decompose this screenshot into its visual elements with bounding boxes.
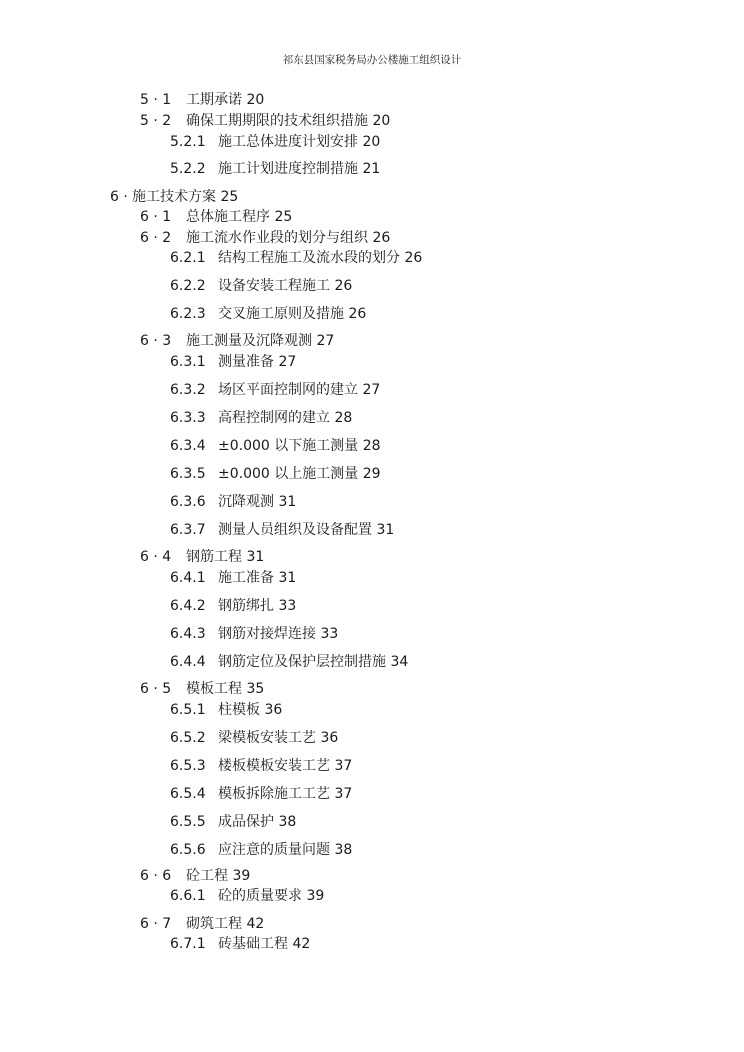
toc-entry[interactable] (170, 841, 352, 859)
toc-title: 施工测量及沉降观测 27 (186, 333, 335, 349)
toc-title: 结构工程施工及流水段的划分 26 (218, 250, 423, 266)
toc-entry[interactable] (140, 229, 390, 247)
toc-title: 场区平面控制网的建立 27 (218, 382, 381, 398)
toc-title: 钢筋定位及保护层控制措施 34 (218, 654, 409, 670)
toc-number: 6.2.2 (170, 278, 206, 294)
toc-entry[interactable] (110, 188, 238, 206)
toc-number: 5.2.2 (170, 161, 206, 177)
toc-title: 设备安装工程施工 26 (218, 278, 353, 294)
toc-entry[interactable] (170, 757, 352, 775)
toc-number: 6.4.3 (170, 626, 206, 642)
toc-title: 楼板模板安装工艺 37 (218, 758, 353, 774)
toc-number: 6.4.2 (170, 598, 206, 614)
toc-number: 6.5.2 (170, 730, 206, 746)
toc-entry[interactable] (170, 701, 282, 719)
toc-title: ±0.000 以上施工测量 29 (218, 466, 381, 482)
toc-entry[interactable] (170, 160, 380, 178)
toc-entry[interactable] (140, 867, 250, 885)
toc-number: 6 · (110, 189, 128, 205)
toc-title: 交叉施工原则及措施 26 (218, 306, 367, 322)
toc-title: 应注意的质量问题 38 (218, 842, 353, 858)
toc-title: 钢筋对接焊连接 33 (218, 626, 339, 642)
toc-entry[interactable] (170, 935, 310, 953)
toc-number: 6 · 7 (140, 916, 172, 932)
toc-title: 模板工程 35 (186, 681, 265, 697)
toc-number: 6 · 5 (140, 681, 172, 697)
toc-number: 6.6.1 (170, 888, 206, 904)
toc-entry[interactable] (170, 625, 338, 643)
toc-entry[interactable] (170, 887, 324, 905)
toc-number: 6.3.3 (170, 410, 206, 426)
toc-number: 6 · 6 (140, 868, 172, 884)
toc-entry[interactable] (170, 465, 381, 483)
toc-entry[interactable] (170, 813, 296, 831)
toc-entry[interactable] (170, 249, 422, 267)
toc-title: 测量人员组织及设备配置 31 (218, 522, 395, 538)
toc-title: 砖基础工程 42 (218, 936, 311, 952)
toc-title: 高程控制网的建立 28 (218, 410, 353, 426)
toc-number: 6.4.1 (170, 570, 206, 586)
toc-entry[interactable] (170, 785, 352, 803)
toc-number: 6.5.5 (170, 814, 206, 830)
toc-entry[interactable] (170, 597, 296, 615)
toc-title: 施工技术方案 25 (132, 189, 239, 205)
toc-entry[interactable] (140, 91, 264, 109)
toc-number: 6.2.1 (170, 250, 206, 266)
toc-title: 砌筑工程 42 (186, 916, 265, 932)
toc-entry[interactable] (170, 729, 338, 747)
toc-entry[interactable] (140, 915, 264, 933)
toc-title: 砼的质量要求 39 (218, 888, 325, 904)
page-header: 祁东县国家税务局办公楼施工组织设计 (282, 54, 462, 66)
toc-title: 施工总体进度计划安排 20 (218, 134, 381, 150)
toc-title: 测量准备 27 (218, 354, 297, 370)
toc-entry[interactable] (170, 653, 408, 671)
toc-title: 施工流水作业段的划分与组织 26 (186, 230, 391, 246)
toc-entry[interactable] (140, 208, 292, 226)
toc-entry[interactable] (140, 112, 390, 130)
toc-entry[interactable] (170, 305, 366, 323)
toc-number: 6 · 2 (140, 230, 172, 246)
toc-number: 6 · 1 (140, 209, 172, 225)
toc-title: ±0.000 以下施工测量 28 (218, 438, 381, 454)
toc-entry[interactable] (140, 332, 334, 350)
toc-number: 6.2.3 (170, 306, 206, 322)
toc-number: 6.3.2 (170, 382, 206, 398)
toc-number: 5.2.1 (170, 134, 206, 150)
toc-title: 沉降观测 31 (218, 494, 297, 510)
toc-entry[interactable] (170, 133, 380, 151)
toc-title: 施工准备 31 (218, 570, 297, 586)
toc-number: 6.7.1 (170, 936, 206, 952)
toc-number: 6.3.6 (170, 494, 206, 510)
toc-title: 工期承诺 20 (186, 92, 265, 108)
toc-number: 6.5.1 (170, 702, 206, 718)
toc-number: 6.5.3 (170, 758, 206, 774)
toc-entry[interactable] (170, 437, 381, 455)
toc-number: 6 · 3 (140, 333, 172, 349)
toc-number: 6 · 4 (140, 549, 172, 565)
toc-title: 钢筋绑扎 33 (218, 598, 297, 614)
toc-entry[interactable] (170, 381, 380, 399)
toc-title: 施工计划进度控制措施 21 (218, 161, 381, 177)
toc-number: 6.5.6 (170, 842, 206, 858)
toc-number: 5 · 2 (140, 113, 172, 129)
toc-entry[interactable] (140, 548, 264, 566)
toc-number: 5 · 1 (140, 92, 172, 108)
toc-entry[interactable] (140, 680, 264, 698)
toc-entry[interactable] (170, 521, 394, 539)
toc-entry[interactable] (170, 569, 296, 587)
toc-entry[interactable] (170, 409, 352, 427)
toc-title: 柱模板 36 (218, 702, 283, 718)
toc-number: 6.3.4 (170, 438, 206, 454)
toc-title: 砼工程 39 (186, 868, 251, 884)
toc-title: 确保工期期限的技术组织措施 20 (186, 113, 391, 129)
toc-number: 6.4.4 (170, 654, 206, 670)
toc-title: 钢筋工程 31 (186, 549, 265, 565)
toc-number: 6.3.1 (170, 354, 206, 370)
toc-entry[interactable] (170, 277, 352, 295)
toc-number: 6.3.7 (170, 522, 206, 538)
toc-entry[interactable] (170, 353, 296, 371)
toc-number: 6.3.5 (170, 466, 206, 482)
toc-title: 梁模板安装工艺 36 (218, 730, 339, 746)
toc-number: 6.5.4 (170, 786, 206, 802)
toc-title: 模板拆除施工工艺 37 (218, 786, 353, 802)
toc-title: 总体施工程序 25 (186, 209, 293, 225)
toc-title: 成品保护 38 (218, 814, 297, 830)
toc-entry[interactable] (170, 493, 296, 511)
